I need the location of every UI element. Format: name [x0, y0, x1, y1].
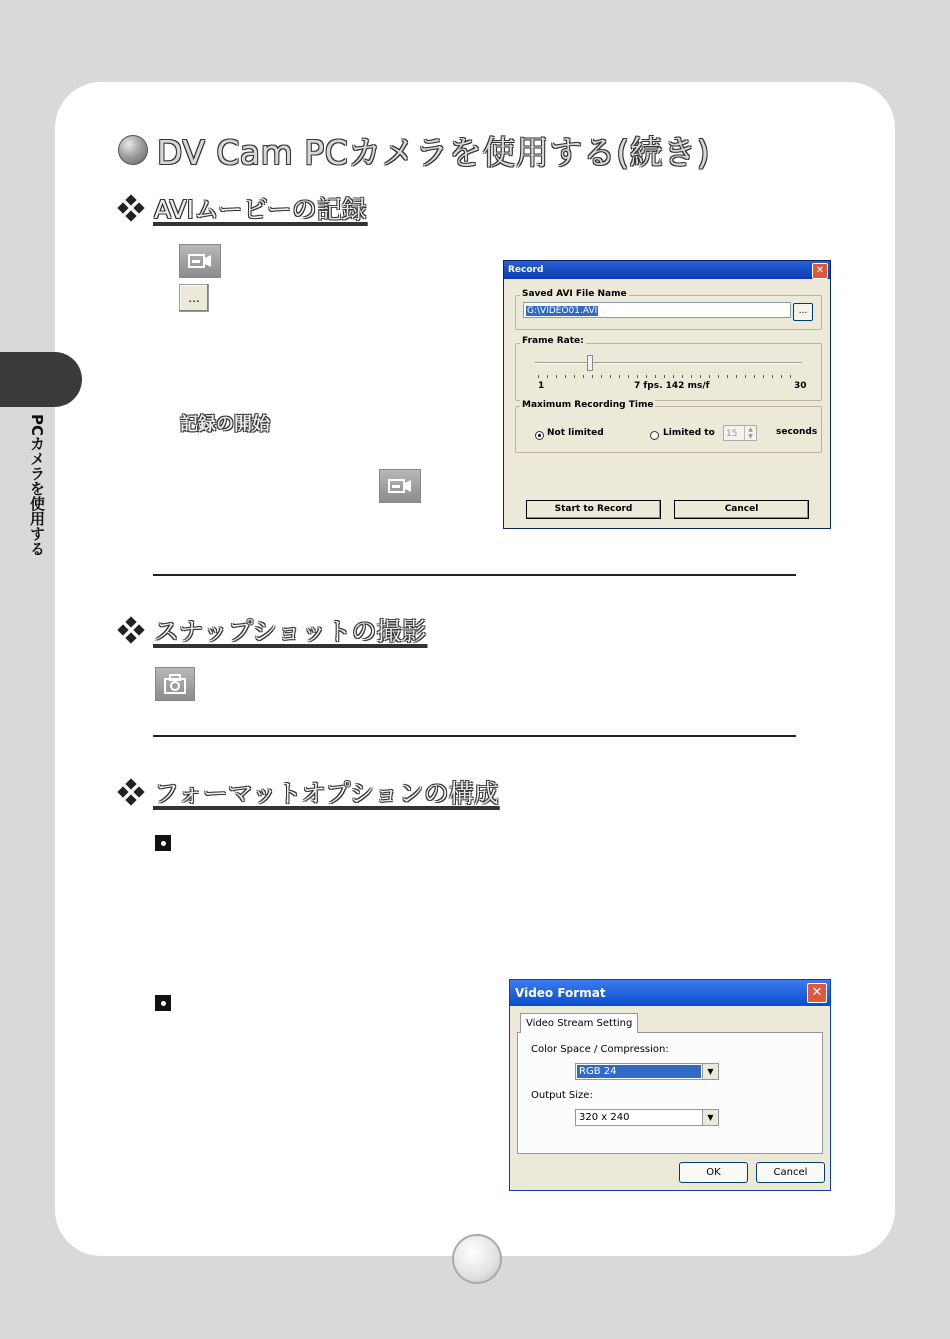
video-format-dialog: [509, 979, 831, 1191]
page-number-badge: [452, 1234, 502, 1284]
record-start-label: 記録の開始: [180, 414, 270, 435]
divider: [153, 574, 796, 576]
not-limited-label: Not limited: [547, 428, 604, 438]
limited-to-radio[interactable]: [650, 431, 659, 440]
frame-rate-group: [515, 336, 822, 401]
seconds-label: seconds: [776, 427, 818, 437]
output-size-select[interactable]: [575, 1109, 719, 1126]
diamond-bullet-icon: [118, 779, 144, 805]
section-title: AVIムービーの記録: [154, 195, 367, 224]
page-title-text: DV Cam PCカメラを使用する(続き): [157, 132, 710, 172]
camera-icon: [155, 667, 195, 701]
section-title: フォーマットオプションの構成: [154, 779, 499, 808]
cancel-button[interactable]: Cancel: [756, 1162, 825, 1183]
cancel-button[interactable]: Cancel: [674, 500, 809, 519]
video-camera-icon: [179, 244, 221, 278]
start-to-record-button[interactable]: Start to Record: [526, 500, 661, 519]
output-size-value: 320 x 240: [579, 1112, 630, 1123]
ok-button[interactable]: OK: [679, 1162, 748, 1183]
recording-time-group-title: Maximum Recording Time: [522, 400, 654, 410]
section-heading-format: [118, 774, 499, 810]
file-name-input[interactable]: [523, 302, 791, 318]
record-dialog: [503, 260, 831, 529]
not-limited-radio[interactable]: [535, 431, 544, 440]
browse-button-icon: ...: [179, 284, 209, 312]
output-size-label: Output Size:: [531, 1090, 593, 1101]
frame-rate-readout: 7 fps. 142 ms/f: [634, 381, 710, 391]
close-icon[interactable]: ✕: [812, 263, 828, 279]
frame-rate-ticks: [538, 375, 798, 378]
frame-rate-slider-thumb[interactable]: [587, 355, 593, 371]
file-name-group-title: Saved AVI File Name: [522, 289, 627, 299]
record-dialog-titlebar: [504, 261, 830, 279]
video-format-titlebar: [510, 980, 830, 1006]
section-title: スナップショットの撮影: [154, 617, 427, 646]
color-space-select[interactable]: [575, 1063, 719, 1080]
diamond-bullet-icon: [118, 195, 144, 221]
video-format-title: Video Format: [515, 986, 606, 1000]
video-camera-icon: [379, 469, 421, 503]
spinner-arrows-icon[interactable]: ▲ ▼: [744, 426, 756, 440]
record-dialog-title: Record: [508, 265, 544, 275]
frame-rate-group-title: Frame Rate:: [522, 336, 584, 346]
chevron-down-icon[interactable]: ▼: [702, 1110, 718, 1125]
side-chapter-tab: [0, 352, 82, 407]
page-title: [118, 128, 710, 172]
section-heading-snapshot: [118, 612, 427, 648]
file-name-value: G:\VIDEO01.AVI: [527, 306, 598, 316]
square-dot-bullet-icon: [155, 995, 171, 1011]
frame-rate-max: 30: [794, 381, 807, 391]
limited-to-label: Limited to: [663, 428, 715, 438]
chevron-down-icon[interactable]: ▼: [702, 1064, 718, 1079]
close-icon[interactable]: ✕: [807, 983, 827, 1003]
limit-seconds-spinner[interactable]: [723, 425, 757, 441]
browse-button[interactable]: ...: [793, 303, 813, 321]
divider: [153, 735, 796, 737]
square-dot-bullet-icon: [155, 835, 171, 851]
tab-video-stream-setting[interactable]: Video Stream Setting: [520, 1013, 638, 1033]
color-space-value: RGB 24: [577, 1065, 701, 1078]
section-heading-avi: [118, 190, 367, 226]
limit-seconds-value: 15: [726, 429, 738, 439]
frame-rate-min: 1: [538, 381, 545, 391]
side-chapter-label: PCカメラを使用する: [28, 414, 46, 557]
round-bullet-icon: [118, 135, 148, 165]
diamond-bullet-icon: [118, 617, 144, 643]
color-space-label: Color Space / Compression:: [531, 1044, 669, 1055]
frame-rate-slider-track[interactable]: [535, 362, 802, 364]
